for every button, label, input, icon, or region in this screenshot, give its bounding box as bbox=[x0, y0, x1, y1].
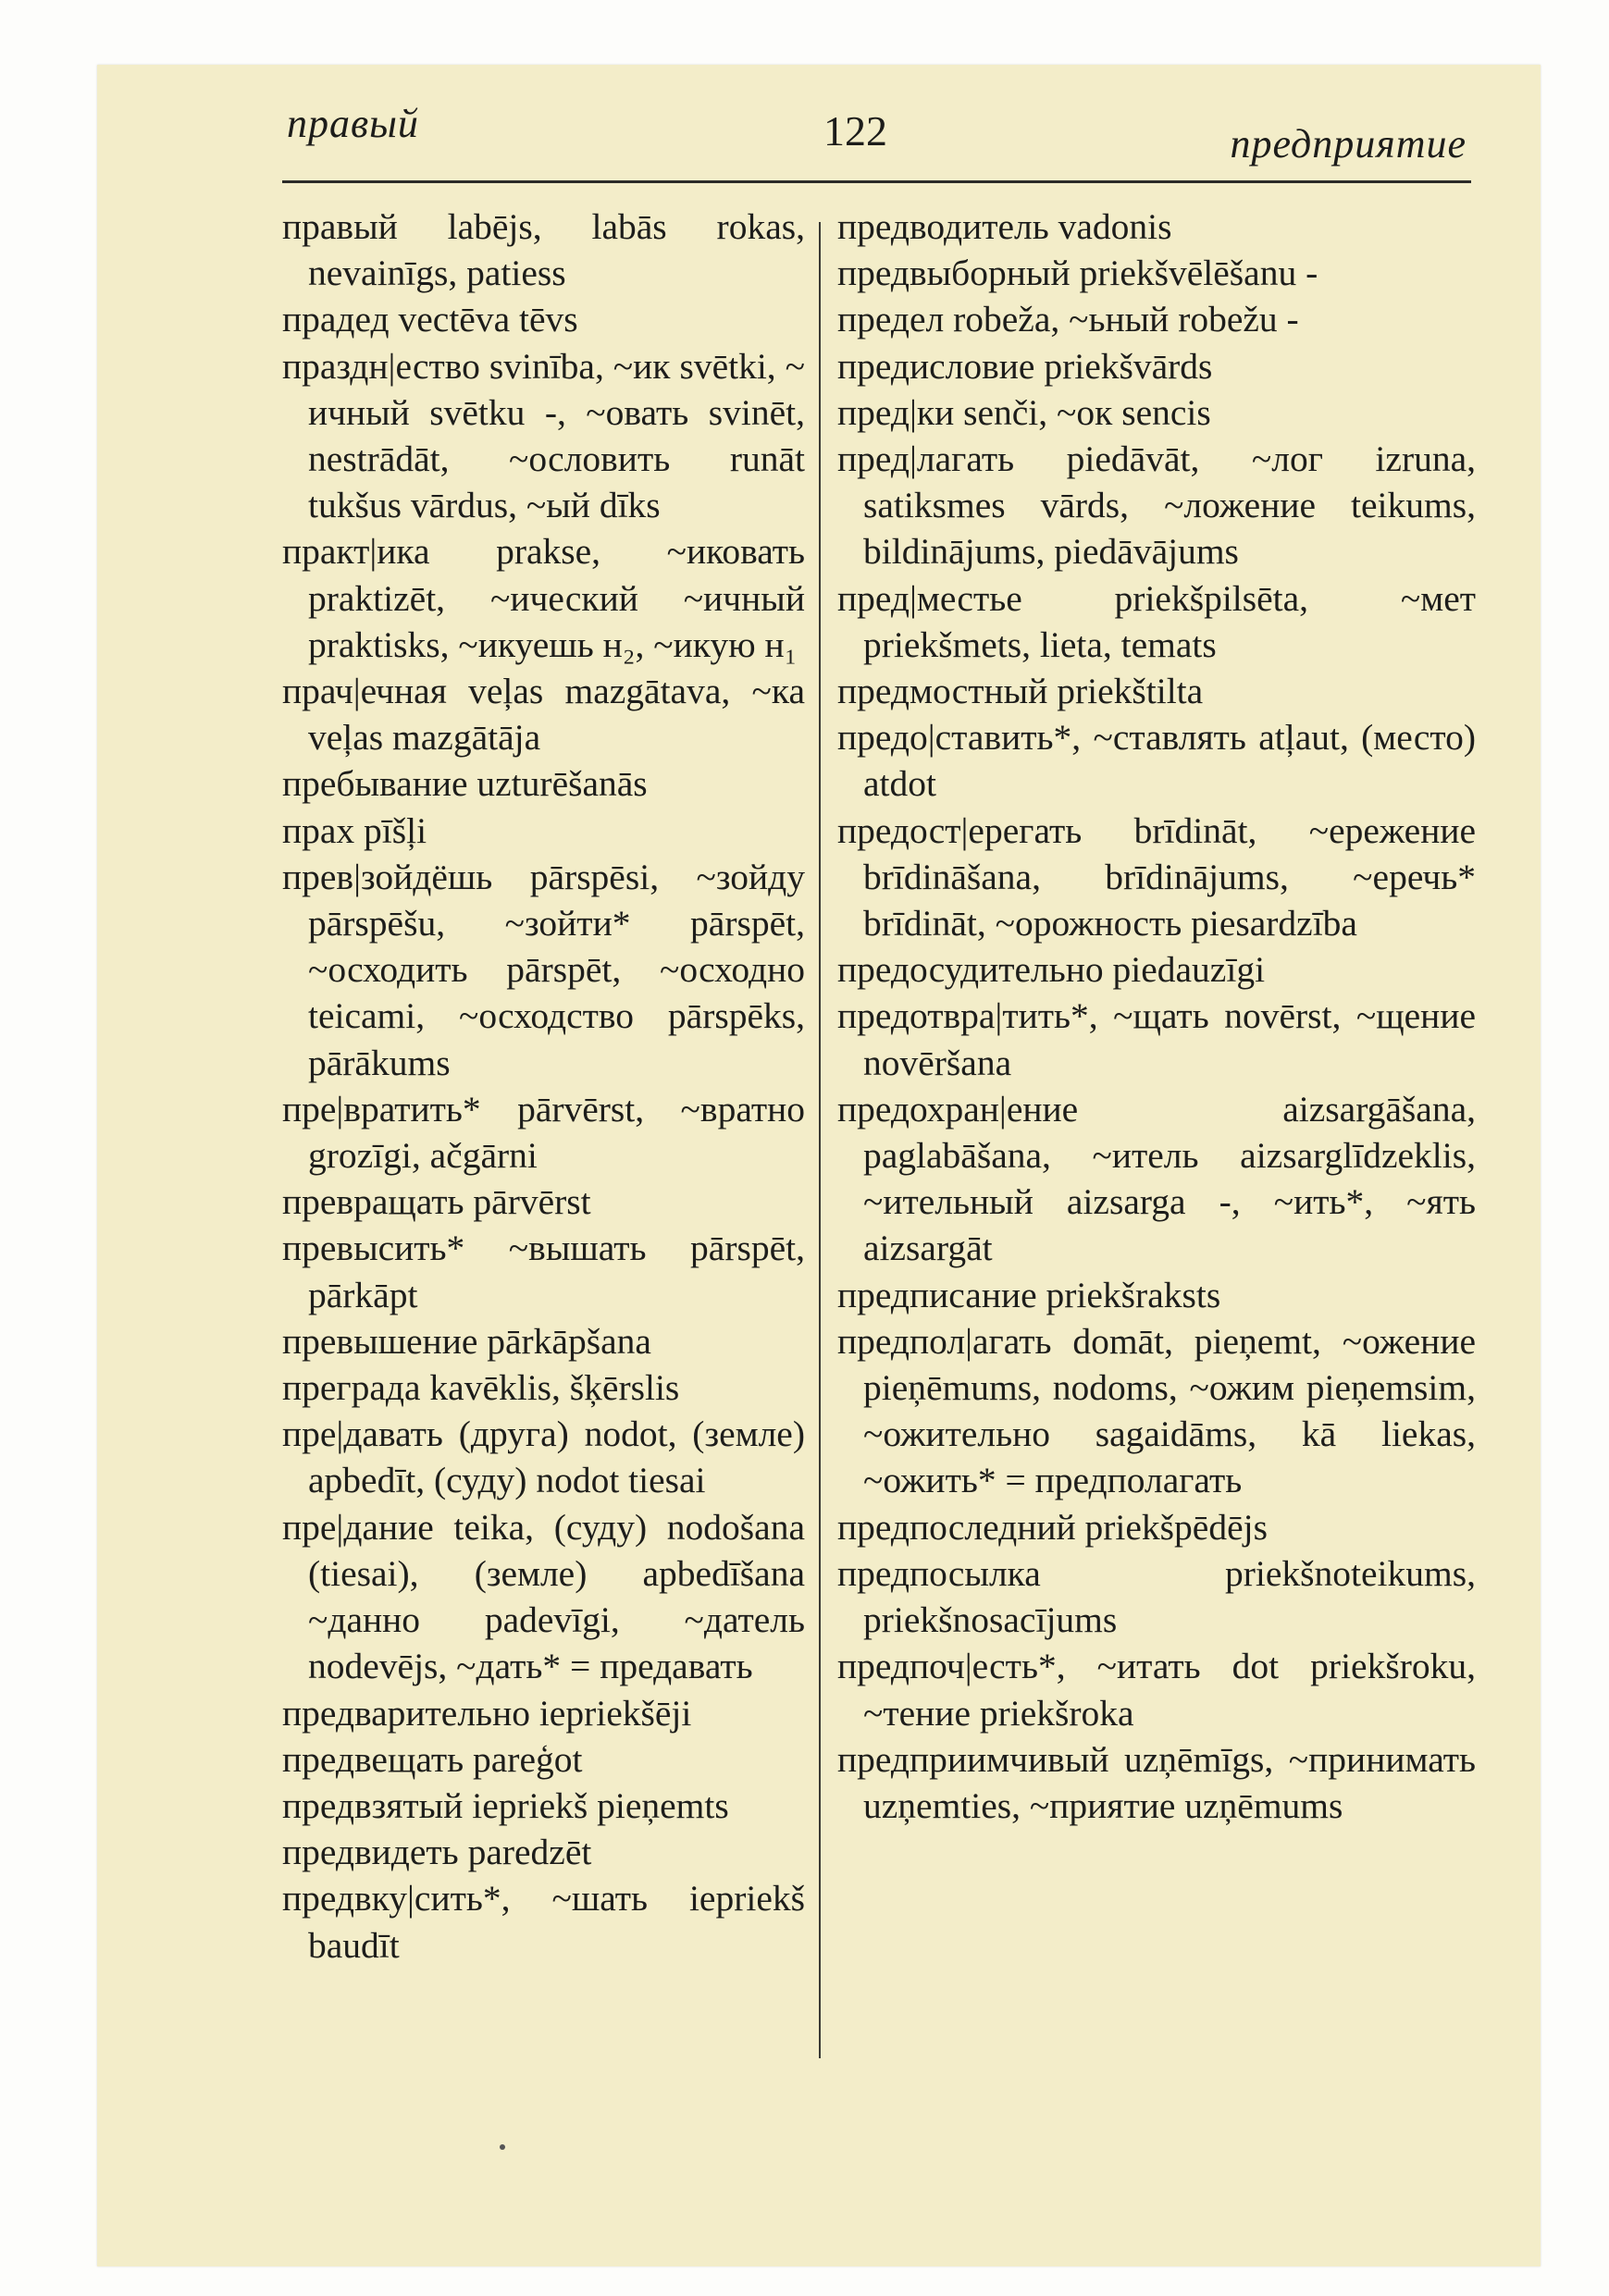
dictionary-entry: предвещать pareģot bbox=[282, 1738, 583, 1780]
dictionary-entry: прах pīšļi bbox=[282, 809, 427, 851]
header-last-entry: предприятие bbox=[1230, 121, 1467, 167]
dictionary-entry: пред|ки senči, ~ок sencis bbox=[837, 391, 1211, 433]
dictionary-entry: предел robeža, ~ьный robežu - bbox=[837, 299, 1299, 340]
dictionary-entry: пребывание uzturēšanās bbox=[282, 763, 648, 805]
dictionary-entry: преграда kavēklis, šķērslis bbox=[282, 1367, 680, 1409]
dictionary-entry: пре|дание teika, (суду) nodošana (tiesai), (земле) apbedīšana ~данно padevīgi, ~датель nodevējs, ~дать* = предавать bbox=[282, 1506, 805, 1687]
dictionary-entry: предпол|агать domāt, pieņemt, ~ожение pieņēmums, nodoms, ~ожим pieņemsim, ~ожительно sagaidāms, kā liekas, ~ожить* = предполагать bbox=[837, 1320, 1476, 1501]
dictionary-entry: предвзятый iepriekš pieņemts bbox=[282, 1784, 729, 1826]
dictionary-entry: прев|зойдёшь pārspēsi, ~зойду pārspēšu, ~зойти* pārspēt, ~осходить pārspēt, ~осходно teicami, ~осходство pārspēks, pārākums bbox=[282, 856, 805, 1083]
dictionary-entry: праздн|ество svinība, ~ик svētki, ~ ичный svētku -, ~овать svinēt, nestrādāt, ~ословить runāt tukšus vārdus, ~ый dīks bbox=[282, 345, 805, 526]
dictionary-entry: предвку|сить*, ~шать iepriekš baudīt bbox=[282, 1878, 805, 1966]
dictionary-entry: пред|местье priekšpilsēta, ~мет priekšmets, lieta, temats bbox=[837, 577, 1476, 665]
page-number: 122 bbox=[823, 107, 887, 154]
dictionary-entry: предпосылка priekšnoteikums, priekšnosacījums bbox=[837, 1552, 1476, 1641]
page-header bbox=[97, 65, 1541, 194]
dictionary-entry: предосудительно piedauzīgi bbox=[837, 949, 1266, 991]
header-rule bbox=[282, 180, 1471, 183]
dictionary-entry: пре|вратить* pārvērst, ~вратно grozīgi, ačgārni bbox=[282, 1088, 805, 1177]
dictionary-entry: прадед vectēva tēvs bbox=[282, 299, 578, 340]
dictionary-entry: предо|ставить*, ~ставлять atļaut, (место) atdot bbox=[837, 717, 1476, 805]
dictionary-entry: предост|ерегать brīdināt, ~ережение brīdināšana, brīdinājums, ~еречь* brīdināt, ~орожность piesardzība bbox=[837, 809, 1476, 944]
right-column bbox=[837, 204, 1476, 1829]
dictionary-entry: превысить* ~вышать pārspēt, pārkāpt bbox=[282, 1228, 805, 1315]
dictionary-entry: пред|лагать piedāvāt, ~лог izruna, satiksmes vārds, ~ложение teikums, bildinājums, piedāvājums bbox=[837, 438, 1476, 573]
print-speck bbox=[500, 2144, 505, 2150]
dictionary-entry: превращать pārvērst bbox=[282, 1181, 591, 1223]
column-divider bbox=[819, 222, 821, 2058]
dictionary-entry: предотвра|тить*, ~щать novērst, ~щение novēršana bbox=[837, 995, 1476, 1083]
header-first-entry: правый bbox=[287, 101, 419, 146]
dictionary-entry: предвидеть paredzēt bbox=[282, 1832, 592, 1873]
dictionary-entry: практ|ика prakse, ~иковать praktizēt, ~ический ~ичный praktisks, ~икуешь н₂, ~икую н₁ bbox=[282, 531, 805, 665]
dictionary-entry: предводитель vadonis bbox=[837, 206, 1172, 247]
dictionary-entry: предписание priekšraksts bbox=[837, 1274, 1221, 1315]
dictionary-page bbox=[97, 65, 1541, 2266]
dictionary-entry: превышение pārkāpšana bbox=[282, 1320, 651, 1362]
dictionary-entry: предпоследний priekšpēdējs bbox=[837, 1506, 1268, 1548]
dictionary-entry: предприимчивый uzņēmīgs, ~принимать uzņemties, ~приятие uzņēmums bbox=[837, 1738, 1476, 1826]
left-column bbox=[282, 204, 805, 1969]
dictionary-entry: предмостный priekštilta bbox=[837, 671, 1204, 712]
dictionary-entry: предохран|ение aizsargāšana, paglabāšana, ~итель aizsarglīdzeklis, ~ительный aizsarga -, ~ить*, ~ять aizsargāt bbox=[837, 1088, 1476, 1269]
dictionary-entry: предвыборный priekšvēlēšanu - bbox=[837, 253, 1318, 294]
dictionary-entry: прач|ечная veļas mazgātava, ~ка veļas mazgātāja bbox=[282, 671, 805, 759]
dictionary-entry: предисловие priekšvārds bbox=[837, 345, 1213, 387]
dictionary-entry: пре|давать (друга) nodot, (земле) apbedīt, (суду) nodot tiesai bbox=[282, 1413, 805, 1501]
dictionary-entry: предпоч|есть*, ~итать dot priekšroku, ~тение priekšroka bbox=[837, 1646, 1476, 1734]
dictionary-entry: предварительно iepriekšēji bbox=[282, 1692, 692, 1734]
dictionary-entry: правый labējs, labās rokas, nevainīgs, patiess bbox=[282, 206, 805, 294]
